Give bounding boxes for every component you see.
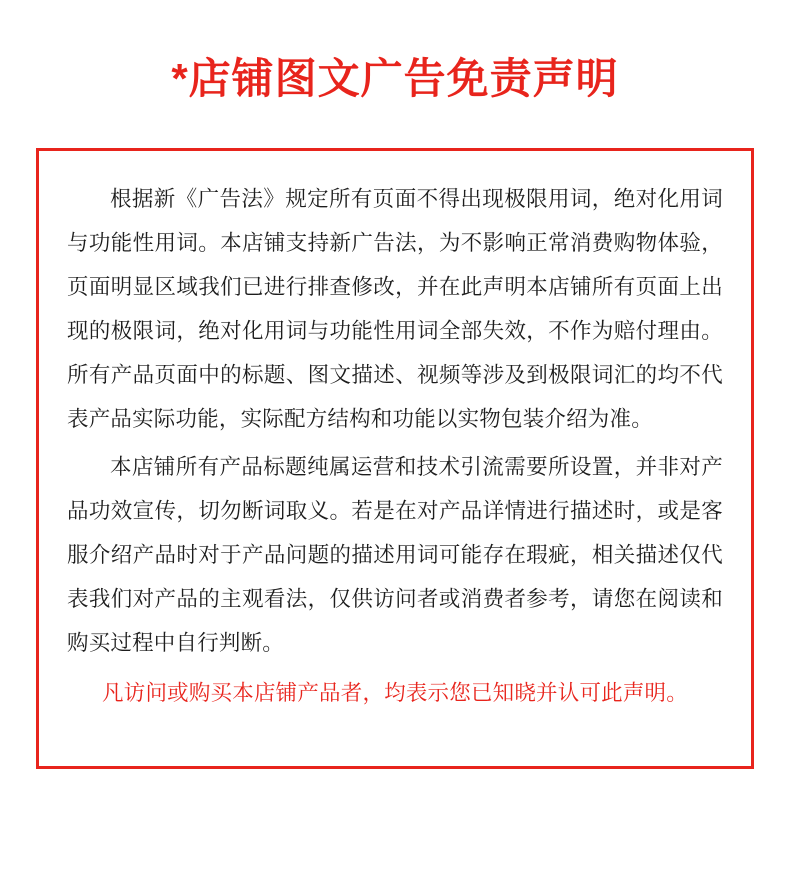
page-title: *店铺图文广告免责声明 [171, 55, 619, 102]
disclaimer-paragraph-1: 根据新《广告法》规定所有页面不得出现极限用词，绝对化用词与功能性用词。本店铺支持新广告法，为不影响正常消费购物体验，页面明显区域我们已进行排查修改，并在此声明本店铺所有页面上出现的极限词，绝对化用词与功能性用词全部失效，不作为赔付理由。所有产品页面中的标题、图文描述、视频等涉及到极限词汇的均不代表产品实际功能，实际配方结构和功能以实物包装介绍为准。 [67, 187, 723, 431]
disclaimer-frame [36, 148, 754, 769]
disclaimer-notice: 凡访问或购买本店铺产品者，均表示您已知晓并认可此声明。 [102, 681, 688, 705]
disclaimer-paragraph-2: 本店铺所有产品标题纯属运营和技术引流需要所设置，并非对产品功效宣传，切勿断词取义。若是在对产品详情进行描述时，或是客服介绍产品时对于产品问题的描述用词可能存在瑕疵，相关描述仅代表我们对产品的主观看法，仅供访问者或消费者参考，请您在阅读和购买过程中自行判断。 [67, 455, 723, 655]
